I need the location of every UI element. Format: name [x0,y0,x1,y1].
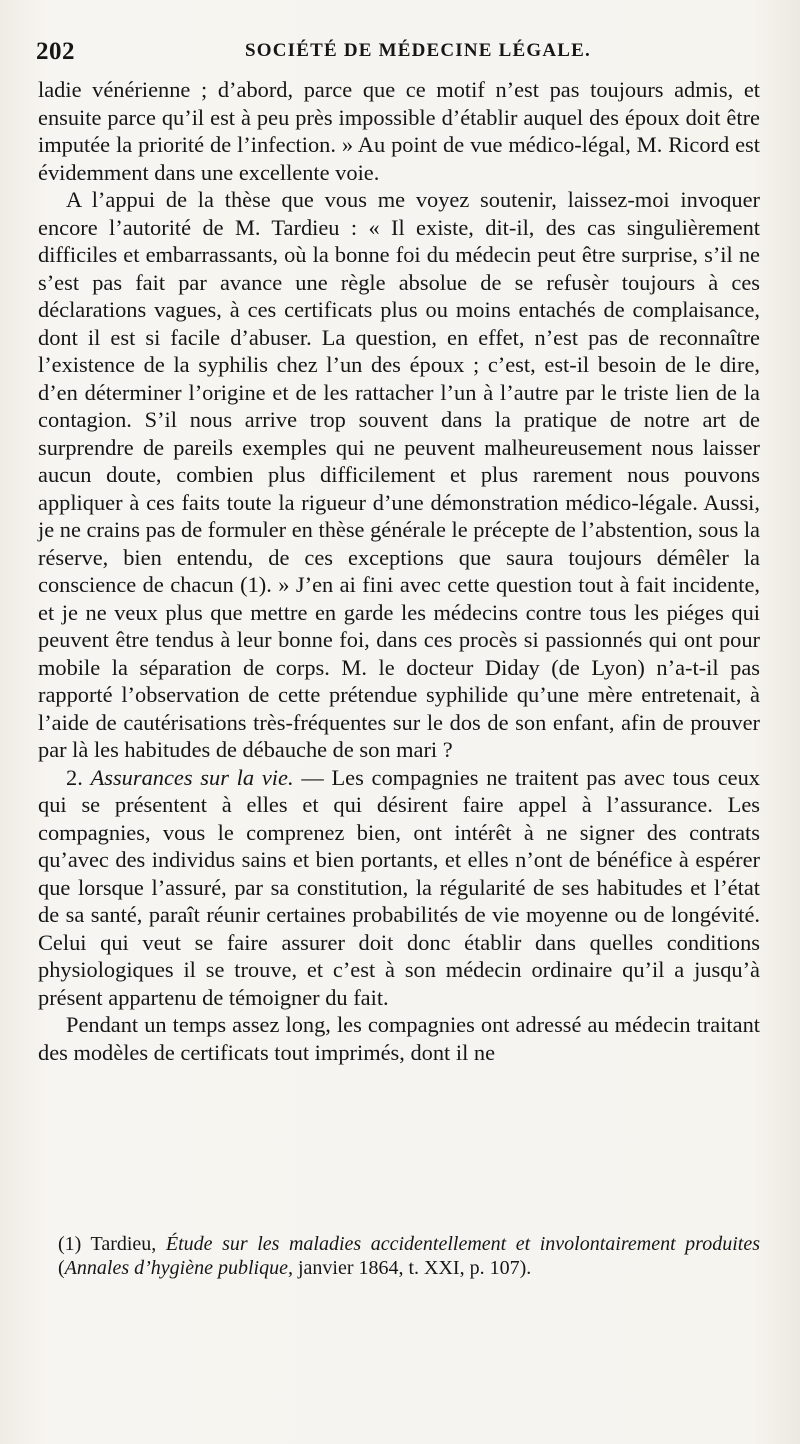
footnote-author: Tardieu, [90,1233,157,1255]
running-title: SOCIÉTÉ DE MÉDECINE LÉGALE. [245,40,591,61]
footnote-title: Étude sur les maladies accidentellement et involontairement produites [165,1233,761,1255]
footnote [58,1232,760,1280]
section-title: Assurances sur la vie. [90,764,294,790]
footnote-journal: Annales d’hygiène publique, [64,1257,293,1279]
body-text [38,76,760,1066]
section-number: 2. [66,764,83,790]
footnote-marker: (1) [58,1233,82,1255]
page-header [36,36,760,70]
paragraph-3 [38,764,760,1012]
footnote-citation: janvier 1864, t. XXI, p. 107). [297,1257,532,1279]
paragraph-2: A l’appui de la thèse que vous me voyez soutenir, laissez-moi invoquer encore l’autorité de M. Tardieu : « Il existe, dit-il, des cas singulièrement difficiles et embarrassants, où la bonne foi du médecin peut être surprise, s’il ne s’est pas fait par avance une règle absolue de se refusèr toujours à ces déclarations vagues, à ces certificats plus ou moins entachés de complaisance, dont il est si facile d’abuser. La question, en effet, n’est pas de reconnaître l’existence de la syphilis chez l’un des époux ; c’est, est-il besoin de le dire, d’en déterminer l’origine et de les rattacher l’un à l’autre par le triste lien de la contagion. S’il nous arrive trop souvent dans la pratique de notre art de surprendre de pareils exemples qui ne peuvent malheureusement nous laisser aucun doute, combien plus difficilement et plus rarement nous pouvons appliquer à ces faits toute la rigueur d’une démonstration médico-légale. Aussi, je ne crains pas de formuler en thèse générale le précepte de l’abstention, sous la réserve, bien entendu, de ces exceptions que saura toujours démêler la conscience de chacun (1). » J’en ai fini avec cette question tout à fait incidente, et je ne veux plus que mettre en garde les médecins contre tous les piéges qui peuvent être tendus à leur bonne foi, dans ces procès si passionnés qui ont pour mobile la séparation de corps. M. le docteur Diday (de Lyon) n’a-t-il pas rapporté l’observation de cette prétendue syphilide qu’une mère entretenait, à l’aide de cautérisations très-fréquentes sur le dos de son enfant, afin de prouver par là les habitudes de débauche de son mari ? [38,187,760,762]
paragraph-3-body: — Les compagnies ne traitent pas avec tous ceux qui se présentent à elles et qui désirent faire appel à l’assurance. Les compagnies, vous le comprenez bien, ont intérêt à ne signer des contrats qu’avec des individus sains et bien portants, et elles n’ont de bénéfice à espérer que lorsque l’assuré, par sa constitution, la régularité de ses habitudes et l’état de sa santé, paraît réunir certaines probabilités de vie moyenne ou de longévité. Celui qui veut se faire assurer doit donc établir dans quelles conditions physiologiques il se trouve, et c’est à son médecin ordinaire qu’il a jusqu’à présent appartenu de témoigner du fait. [38,764,760,1010]
footnote-paren: ( [58,1257,65,1279]
page-number: 202 [36,38,75,65]
paragraph-4: Pendant un temps assez long, les compagnies ont adressé au médecin traitant des modèles de certificats tout imprimés, dont il ne [38,1012,760,1065]
paragraph-1: ladie vénérienne ; d’abord, parce que ce motif n’est pas toujours admis, et ensuite parce qu’il est à peu près impossible d’établir auquel des époux doit être imputée la priorité de l’infection. » Au point de vue médico-légal, M. Ricord est évidemment dans une excellente voie. [38,77,760,185]
